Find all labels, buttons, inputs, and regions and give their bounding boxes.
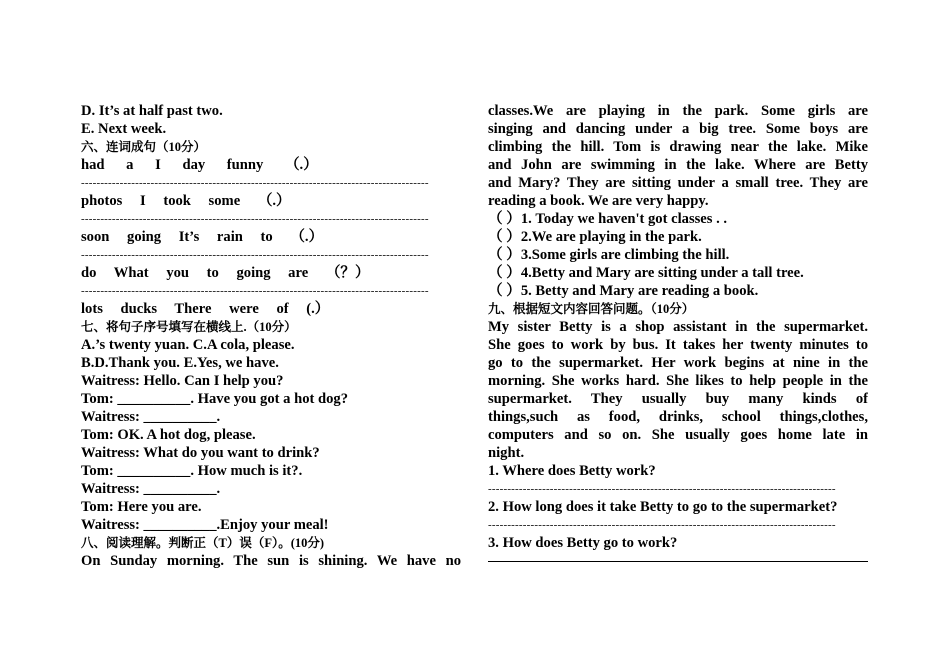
left-text-line: Tom: OK. A hot dog, please. [81, 427, 256, 443]
right-text-line: （ ）4.Betty and Mary are sitting under a tall tree. [488, 265, 804, 281]
left-answer-line: ------------------------------------------------------------------------------------------ [81, 285, 429, 297]
right-text-line: （ ）5. Betty and Mary are reading a book. [488, 283, 759, 299]
right-answer-line: ------------------------------------------------------------------------------------------ [488, 483, 836, 495]
right-answer-line: ------------------------------------------------------------------------------------------ [488, 519, 836, 531]
left-answer-line: ------------------------------------------------------------------------------------------ [81, 249, 429, 261]
left-text-line: Waitress: What do you want to drink? [81, 445, 320, 461]
right-text-line: （ ）2.We are playing in the park. [488, 229, 702, 245]
left-word-scramble-line: lots ducks There were of (.） [81, 301, 330, 317]
left-text-line: Waitress: __________. [81, 409, 221, 425]
right-paragraph-line: supermarket. They usually buy many kinds of [488, 391, 868, 407]
right-column [488, 102, 868, 570]
left-text-line: Tom: __________. Have you got a hot dog? [81, 391, 349, 407]
left-text-line: B.D.Thank you. E.Yes, we have. [81, 355, 279, 371]
left-text-line: A.’s twenty yuan. C.A cola, please. [81, 337, 295, 353]
right-text-line: 2. How long does it take Betty to go to the supermarket? [488, 499, 838, 515]
left-word-scramble-line: soon going It’s rain to （.） [81, 229, 324, 245]
right-paragraph-line: morning. She works hard. She likes to help people in the [488, 373, 868, 389]
left-column [81, 102, 461, 570]
left-answer-line: ------------------------------------------------------------------------------------------ [81, 177, 429, 189]
left-text-line: Waitress: __________.Enjoy your meal! [81, 517, 329, 533]
left-section-heading: 八、阅读理解。判断正（T）误（F）。(10分) [81, 536, 325, 550]
right-paragraph-line: and Mary? They are sitting under a small tree. They are [488, 175, 868, 191]
right-paragraph-line: climbing the hill. Tom is drawing near the lake. Mike [488, 139, 868, 155]
right-text-line: 3. How does Betty go to work? [488, 535, 678, 551]
right-paragraph-line: computers and so on. She usually goes home late in [488, 427, 868, 443]
left-text-line: E. Next week. [81, 121, 167, 137]
right-paragraph-line: things,such as food, drinks, school things,clothes, [488, 409, 868, 425]
left-word-scramble-line: had a I day funny （.） [81, 157, 318, 173]
right-text-line: reading a book. We are very happy. [488, 193, 709, 209]
left-text-line: Waitress: Hello. Can I help you? [81, 373, 284, 389]
right-paragraph-line: singing and dancing under a big tree. Some boys are [488, 121, 868, 137]
right-paragraph-line: She goes to work by bus. It takes her twenty minutes to [488, 337, 868, 353]
left-text-line: Tom: __________. How much is it?. [81, 463, 303, 479]
right-paragraph-line: go to the supermarket. Her work begins at nine in the [488, 355, 868, 371]
right-answer-line [488, 552, 868, 570]
left-text-line: Tom: Here you are. [81, 499, 202, 515]
left-section-heading: 七、将句子序号填写在横线上.（10分） [81, 320, 297, 334]
left-paragraph-line: On Sunday morning. The sun is shining. We have no [81, 553, 461, 569]
left-word-scramble-line: do What you to going are （？） [81, 265, 370, 281]
right-paragraph-line: and John are swimming in the lake. Where are Betty [488, 157, 868, 173]
right-section-heading: 九、根据短文内容回答问题。（10分） [488, 302, 695, 316]
left-text-line: Waitress: __________. [81, 481, 221, 497]
right-text-line: 1. Where does Betty work? [488, 463, 656, 479]
right-paragraph-line: classes.We are playing in the park. Some girls are [488, 103, 868, 119]
right-text-line: night. [488, 445, 525, 461]
left-section-heading: 六、连词成句（10分） [81, 140, 207, 154]
right-paragraph-line: My sister Betty is a shop assistant in the supermarket. [488, 319, 868, 335]
left-text-line: D. It’s at half past two. [81, 103, 223, 119]
left-answer-line: ------------------------------------------------------------------------------------------ [81, 213, 429, 225]
left-word-scramble-line: photos I took some （.） [81, 193, 291, 209]
right-text-line: （ ）1. Today we haven't got classes . . [488, 211, 728, 227]
right-text-line: （ ）3.Some girls are climbing the hill. [488, 247, 730, 263]
